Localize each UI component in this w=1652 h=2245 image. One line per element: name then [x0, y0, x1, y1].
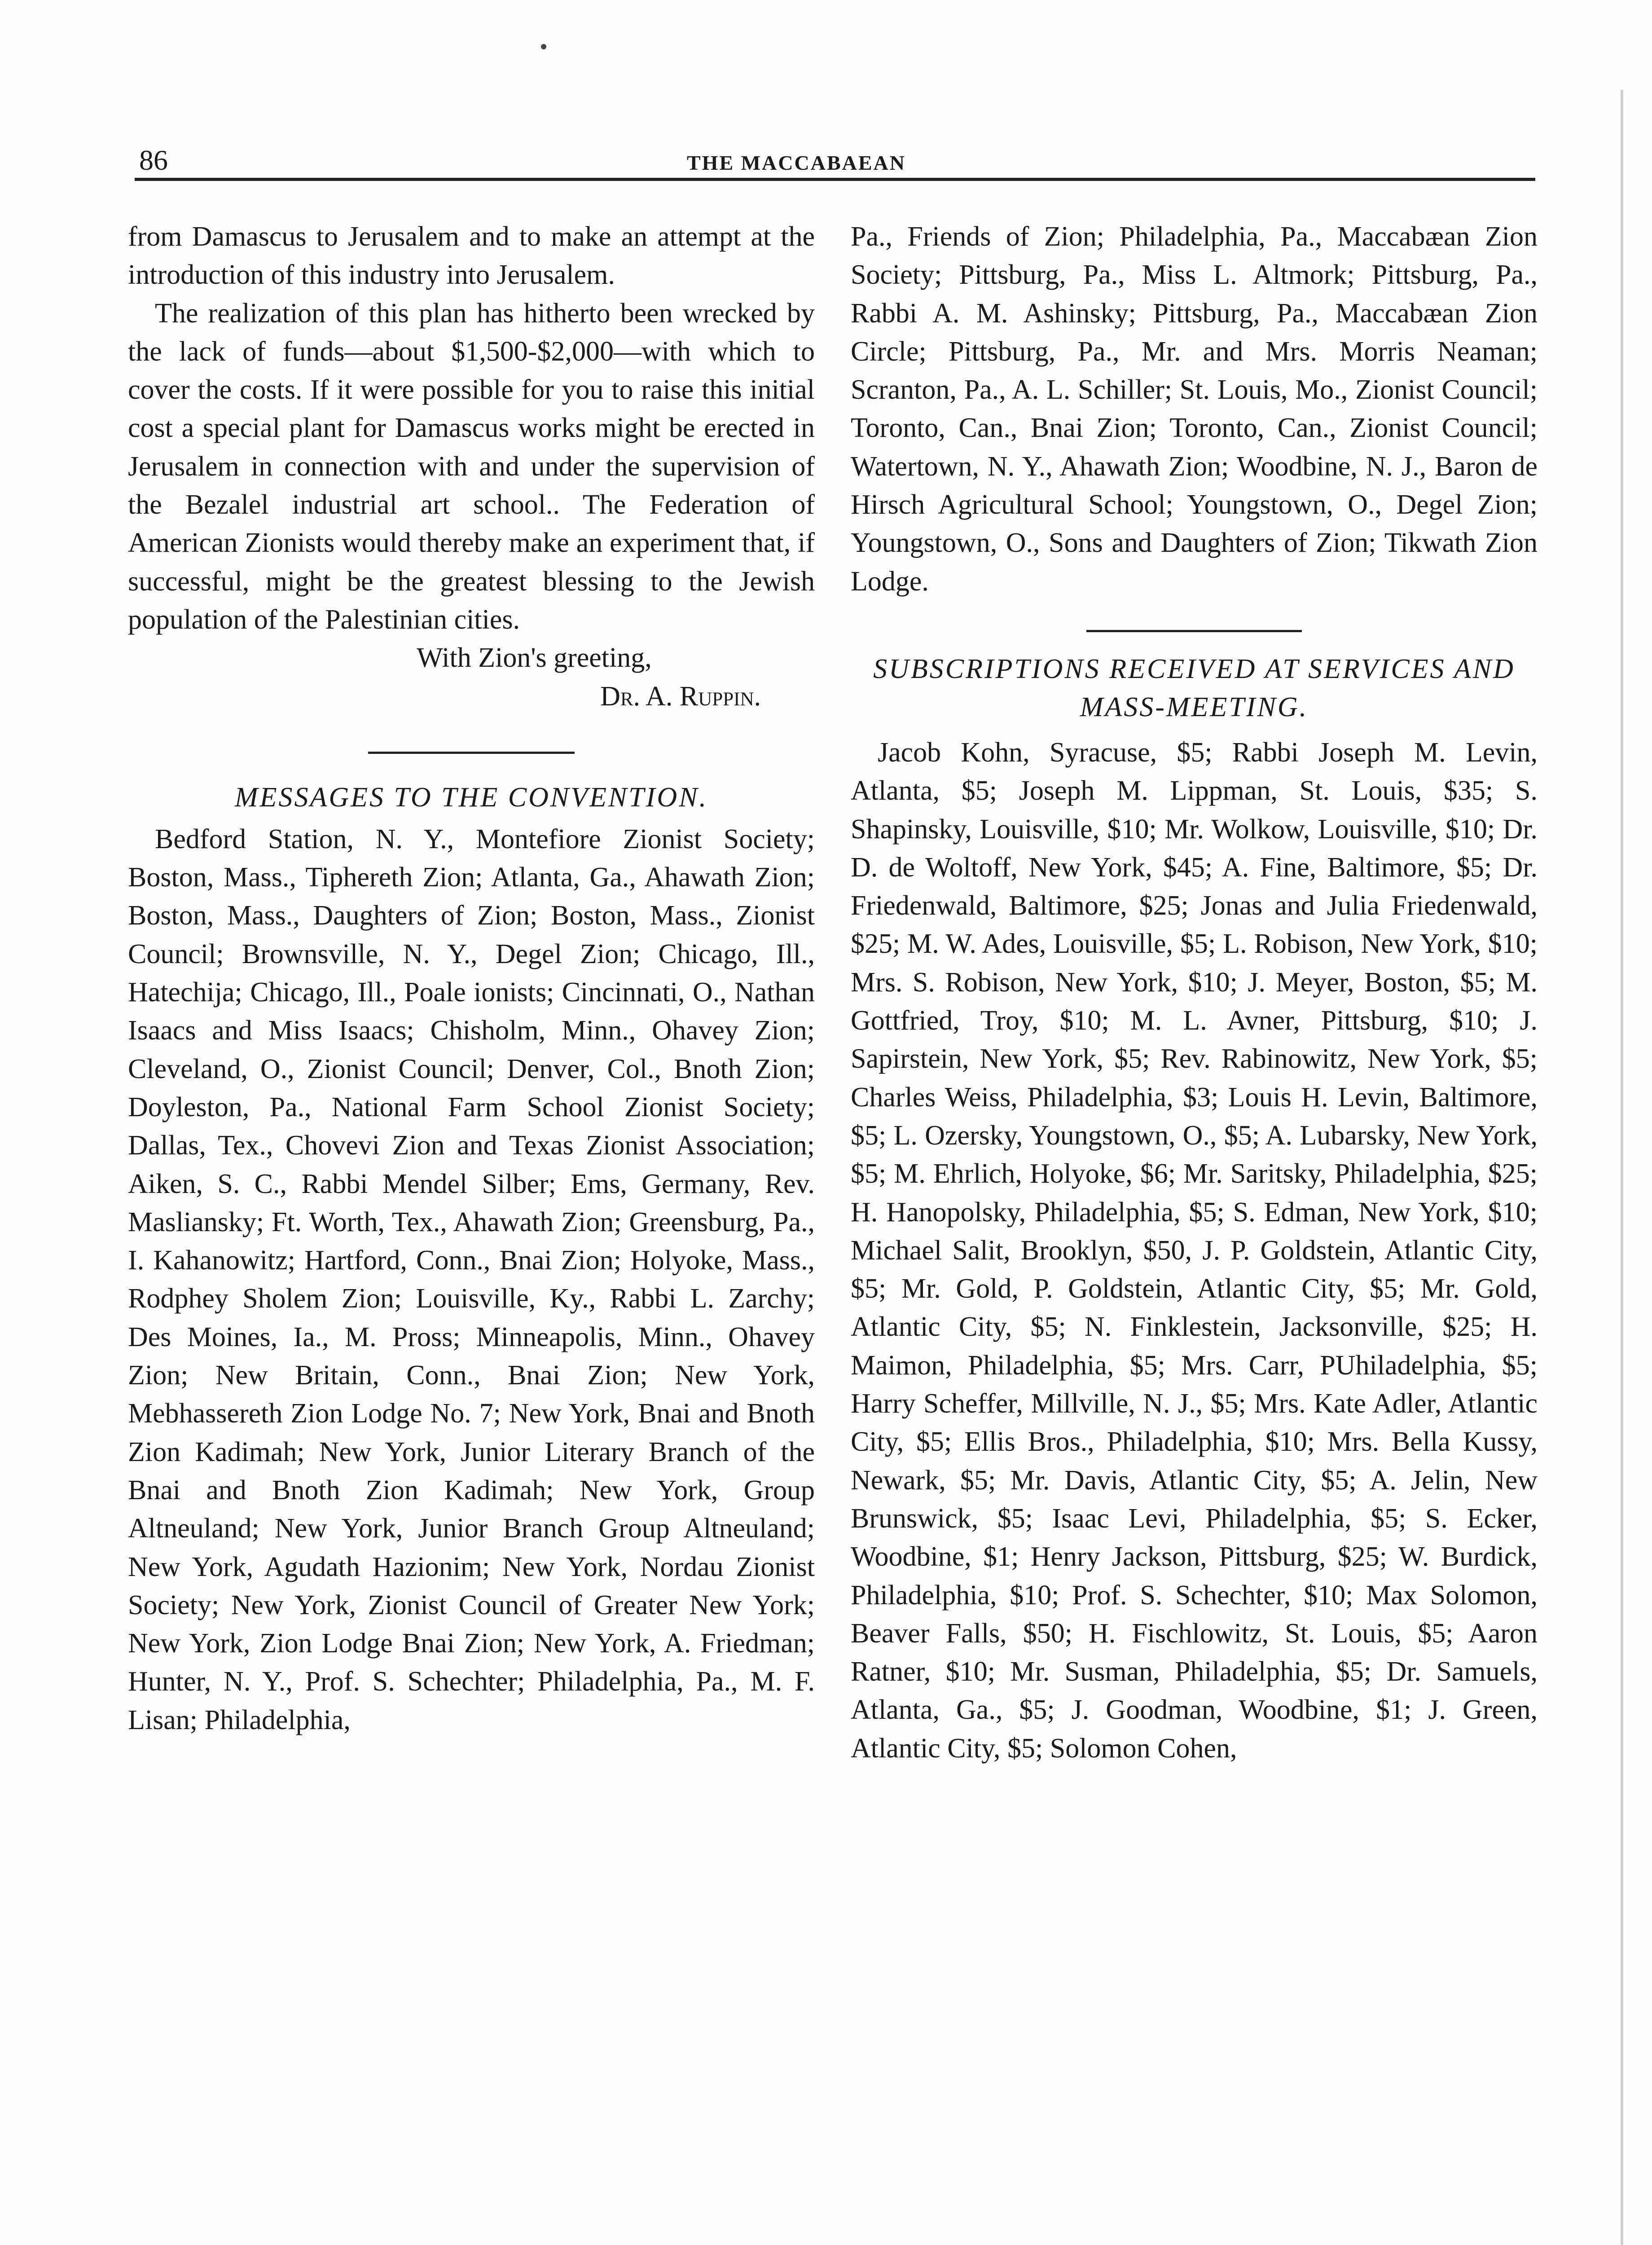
messages-text: Bedford Station, N. Y., Montefiore Zionist Society; Boston, Mass., Tiphereth Zion; Atlanta, Ga., Ahawath Zion; Boston, Mass., Daughters of Zion; Boston, Mass., Zionist Council; Brownsville, N. Y., Degel Zion; Chicago, Ill., Hatechija; Chicago, Ill., Poale ionists; Cincinnati, O., Nathan Isaacs and Miss Isaacs; Chisholm, Minn., Ohavey Zion; Cleveland, O., Zionist Council; Denver, Col., Bnoth Zion; Doyleston, Pa., National Farm School Zionist Society; Dallas, Tex., Chovevi Zion and Texas Zionist Association; Aiken, S. C., Rabbi Mendel Silber; Ems, Germany, Rev. Masliansky; Ft. Worth, Tex., Ahawath Zion; Greensburg, Pa., I. Kahanowitz; Hartford, Conn., Bnai Zion; Holyoke, Mass., Rodphey Sholem Zion; Louisville, Ky., Rabbi L. Zarchy; Des Moines, Ia., M. Pross; Minneapolis, Minn., Ohavey Zion; New Britain, Conn., Bnai Zion; New York, Mebhassereth Zion Lodge No. 7; New York, Bnai and Bnoth Zion Kadimah; New York, Junior Literary Branch of the Bnai and Bnoth Zion Kadimah; New York, Group Altneuland; New York, Junior Branch Group Altneuland; New York, Agudath Hazionim; New York, Nordau Zionist Society; New York, Zionist Council of Greater New York; New York, Zion Lodge Bnai Zion; New York, A. Friedman; Hunter, N. Y., Prof. S. Schechter; Philadelphia, Pa., M. F. Lisan; Philadelphia,	[128, 823, 815, 1735]
section-divider	[1086, 630, 1302, 632]
letter-paragraph: The realization of this plan has hitherto been wrecked by the lack of funds—about $1,500-$2,000—with which to cover the costs. If it were possible for you to raise this initial cost a special plant for Damascus works might be erected in Jerusalem in connection with and under the supervision of the Bezalel industrial art school.. The Federation of American Zionists would thereby make an experiment that, if successful, might be the greatest blessing to the Jewish population of the Palestinian cities.	[128, 298, 815, 635]
right-column	[851, 218, 1538, 1768]
left-column	[128, 218, 815, 1739]
subscriptions-text: Jacob Kohn, Syracuse, $5; Rabbi Joseph M. Levin, Atlanta, $5; Joseph M. Lippman, St. Louis, $35; S. Shapinsky, Louisville, $10; Mr. Wolkow, Louisville, $10; Dr. D. de Woltoff, New York, $45; A. Fine, Baltimore, $5; Dr. Friedenwald, Baltimore, $25; Jonas and Julia Friedenwald, $25; M. W. Ades, Louisville, $5; L. Robison, New York, $10; Mrs. S. Robison, New York, $10; J. Meyer, Boston, $5; M. Gottfried, Troy, $10; M. L. Avner, Pittsburg, $10; J. Sapirstein, New York, $5; Rev. Rabinowitz, New York, $5; Charles Weiss, Philadelphia, $3; Louis H. Levin, Baltimore, $5; L. Ozersky, Youngstown, O., $5; A. Lubarsky, New York, $5; M. Ehrlich, Holyoke, $6; Mr. Saritsky, Philadelphia, $25; H. Hanopolsky, Philadelphia, $5; S. Edman, New York, $10; Michael Salit, Brooklyn, $50, J. P. Goldstein, Atlantic City, $5; Mr. Gold, P. Goldstein, Atlantic City, $5; Mr. Gold, Atlantic City, $5; N. Finklestein, Jacksonville, $25; H. Maimon, Philadelphia, $5; Mrs. Carr, PUhiladelphia, $5; Harry Scheffer, Millville, N. J., $5; Mrs. Kate Adler, Atlantic City, $5; Ellis Bros., Philadelphia, $10; Mrs. Bella Kussy, Newark, $5; Mr. Davis, Atlantic City, $5; A. Jelin, New Brunswick, $5; Isaac Levi, Philadelphia, $5; S. Ecker, Woodbine, $1; Henry Jackson, Pittsburg, $25; W. Burdick, Philadelphia, $10; Prof. S. Schechter, $10; Max Solomon, Beaver Falls, $50; H. Fischlowitz, St. Louis, $5; Aaron Ratner, $10; Mr. Susman, Philadelphia, $5; Dr. Samuels, Atlanta, Ga., $5; J. Goodman, Woodbine, $1; J. Green, Atlantic City, $5; Solomon Cohen,	[851, 737, 1538, 1764]
running-title: THE MACCABAEAN	[687, 151, 906, 174]
page-header	[135, 144, 1535, 184]
page-mark	[541, 44, 546, 49]
section-divider	[368, 752, 575, 754]
subscriptions-heading: SUBSCRIPTIONS RECEIVED AT SERVICES AND MASS-MEETING.	[873, 653, 1515, 722]
letter-text: from Damascus to Jerusalem and to make an attempt at the introduction of this industry into Jerusalem.	[128, 221, 815, 291]
scan-edge-line	[1621, 90, 1623, 2245]
letter-signature: Dr. A. Ruppin.	[600, 681, 761, 712]
messages-heading: MESSAGES TO THE CONVENTION.	[234, 782, 708, 813]
messages-continued: Pa., Friends of Zion; Philadelphia, Pa., Maccabæan Zion Society; Pittsburg, Pa., Miss L. Altmork; Pittsburg, Pa., Rabbi A. M. Ashinsky; Pittsburg, Pa., Maccabæan Zion Circle; Pittsburg, Pa., Mr. and Mrs. Morris Neaman; Scranton, Pa., A. L. Schiller; St. Louis, Mo., Zionist Council; Toronto, Can., Bnai Zion; Toronto, Can., Zionist Council; Watertown, N. Y., Ahawath Zion; Woodbine, N. J., Baron de Hirsch Agricultural School; Youngstown, O., Degel Zion; Youngstown, O., Sons and Daughters of Zion; Tikwath Zion Lodge.	[851, 221, 1538, 597]
page-number: 86	[139, 144, 168, 176]
header-rule	[135, 178, 1535, 181]
letter-closing: With Zion's greeting,	[417, 643, 652, 674]
